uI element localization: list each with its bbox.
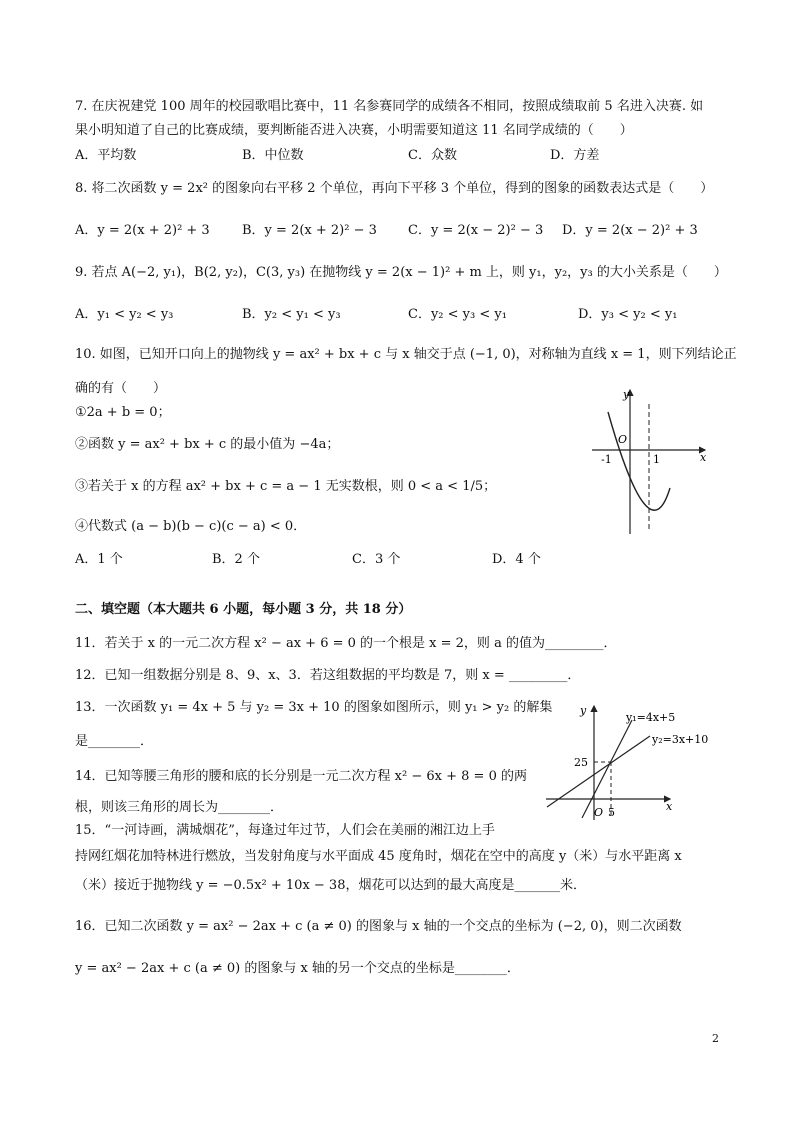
q7-line1: 7. 在庆祝建党 100 周年的校园歌唱比赛中，11 名参赛同学的成绩各不相同，按照成绩取前 5 名进入决赛. 如 (75, 99, 704, 114)
q13-y-label: y (580, 704, 587, 717)
q10-origin-label: O (618, 433, 628, 446)
q15-line1: 15．“一河诗画，满城烟花”，每逢过年过节，人们会在美丽的湘江边上手 (75, 823, 495, 838)
q10-line2: 确的有（ ） (75, 381, 167, 396)
q10-x-label: x (700, 451, 707, 464)
q7-option-a: A．平均数 (75, 148, 137, 163)
page-number: 2 (712, 1032, 719, 1045)
q10-parabola-graph (590, 382, 720, 540)
q9-option-d: D．y₃ < y₂ < y₁ (578, 307, 678, 322)
q8-line1: 8. 将二次函数 y = 2x² 的图象向右平移 2 个单位，再向下平移 3 个单位，得到的图象的函数表达式是（ ） (75, 181, 714, 196)
q8-option-b: B．y = 2(x + 2)² − 3 (242, 223, 377, 238)
q13-x-label: x (666, 800, 673, 813)
q10-option-a: A．1 个 (75, 552, 123, 567)
q10-neg1-label: -1 (601, 453, 612, 466)
q13-line-y1 (582, 720, 632, 818)
q10-option-d: D．4 个 (492, 552, 541, 567)
q9-option-a: A．y₁ < y₂ < y₃ (75, 307, 174, 322)
q13-line-y2 (547, 736, 650, 807)
q13-25-label: 25 (574, 756, 588, 769)
q13-line1: 13．一次函数 y₁ = 4x + 5 与 y₂ = 3x + 10 的图象如图所示，则 y₁ > y₂ 的解集 (75, 700, 553, 715)
q10-line1: 10. 如图，已知开口向上的抛物线 y = ax² + bx + c 与 x 轴交于点 (−1, 0)，对称轴为直线 x = 1，则下列结论正 (75, 347, 737, 362)
q7-line2: 果小明知道了自己的比赛成绩，要判断能否进入决赛，小明需要知道这 11 名同学成绩的（ ） (75, 123, 633, 138)
q7-option-b: B．中位数 (242, 148, 304, 163)
q13-line2: 是________． (75, 734, 154, 749)
q13-five-label: 5 (608, 806, 615, 819)
q13-y2-label: y₂=3x+10 (652, 733, 709, 746)
q10-statement-1: ①2a + b = 0； (75, 405, 171, 420)
q8-option-d: D．y = 2(x − 2)² + 3 (562, 223, 698, 238)
q9-option-c: C．y₂ < y₃ < y₁ (408, 307, 507, 322)
q15-line2: 持网红烟花加特林进行燃放，当发射角度与水平面成 45 度角时，烟花在空中的高度 y（米）与水平距离 x (75, 849, 682, 864)
q14-line2: 根，则该三角形的周长为________． (75, 800, 284, 815)
q10-statement-4: ④代数式 (a − b)(b − c)(c − a) < 0． (75, 519, 307, 534)
q10-option-b: B．2 个 (212, 552, 260, 567)
q14-line1: 14．已知等腰三角形的腰和底的长分别是一元二次方程 x² − 6x + 8 = 0 的两 (75, 769, 527, 784)
q10-statement-2: ②函数 y = ax² + bx + c 的最小值为 −4a； (75, 437, 340, 452)
q10-statement-3: ③若关于 x 的方程 ax² + bx + c = a − 1 无实数根，则 0 < a < 1/5； (75, 479, 497, 494)
q8-option-c: C．y = 2(x − 2)² − 3 (408, 223, 544, 238)
q8-option-a: A．y = 2(x + 2)² + 3 (75, 223, 210, 238)
q11: 11．若关于 x 的一元二次方程 x² − ax + 6 = 0 的一个根是 x = 2，则 a 的值为_________． (75, 636, 617, 651)
q16-line1: 16．已知二次函数 y = ax² − 2ax + c (a ≠ 0) 的图象与 x 轴的一个交点的坐标为 (−2, 0)，则二次函数 (75, 919, 682, 934)
q10-parabola-curve (608, 412, 670, 510)
q10-one-label: 1 (653, 453, 660, 466)
q13-origin-label: O (594, 806, 604, 819)
q15-line3: （米）接近于抛物线 y = −0.5x² + 10x − 38，烟花可以达到的最大高度是_______米． (75, 878, 586, 893)
q10-y-label: y (623, 388, 630, 401)
section-2-heading: 二、填空题（本大题共 6 小题，每小题 3 分，共 18 分） (75, 602, 412, 617)
q13-linear-graph (542, 700, 722, 822)
q7-option-d: D．方差 (550, 148, 600, 163)
q13-y1-label: y₁=4x+5 (626, 711, 676, 724)
q9-option-b: B．y₂ < y₁ < y₃ (242, 307, 341, 322)
q12: 12．已知一组数据分别是 8、9、x、3．若这组数据的平均数是 7，则 x = _________． (75, 668, 581, 683)
q10-option-c: C．3 个 (352, 552, 401, 567)
q9-line1: 9. 若点 A(−2, y₁)，B(2, y₂)，C(3, y₃) 在抛物线 y = 2(x − 1)² + m 上，则 y₁，y₂，y₃ 的大小关系是（ ） (75, 265, 727, 280)
q16-line2: y = ax² − 2ax + c (a ≠ 0) 的图象与 x 轴的另一个交点的坐标是________． (75, 961, 520, 976)
q7-option-c: C．众数 (408, 148, 457, 163)
